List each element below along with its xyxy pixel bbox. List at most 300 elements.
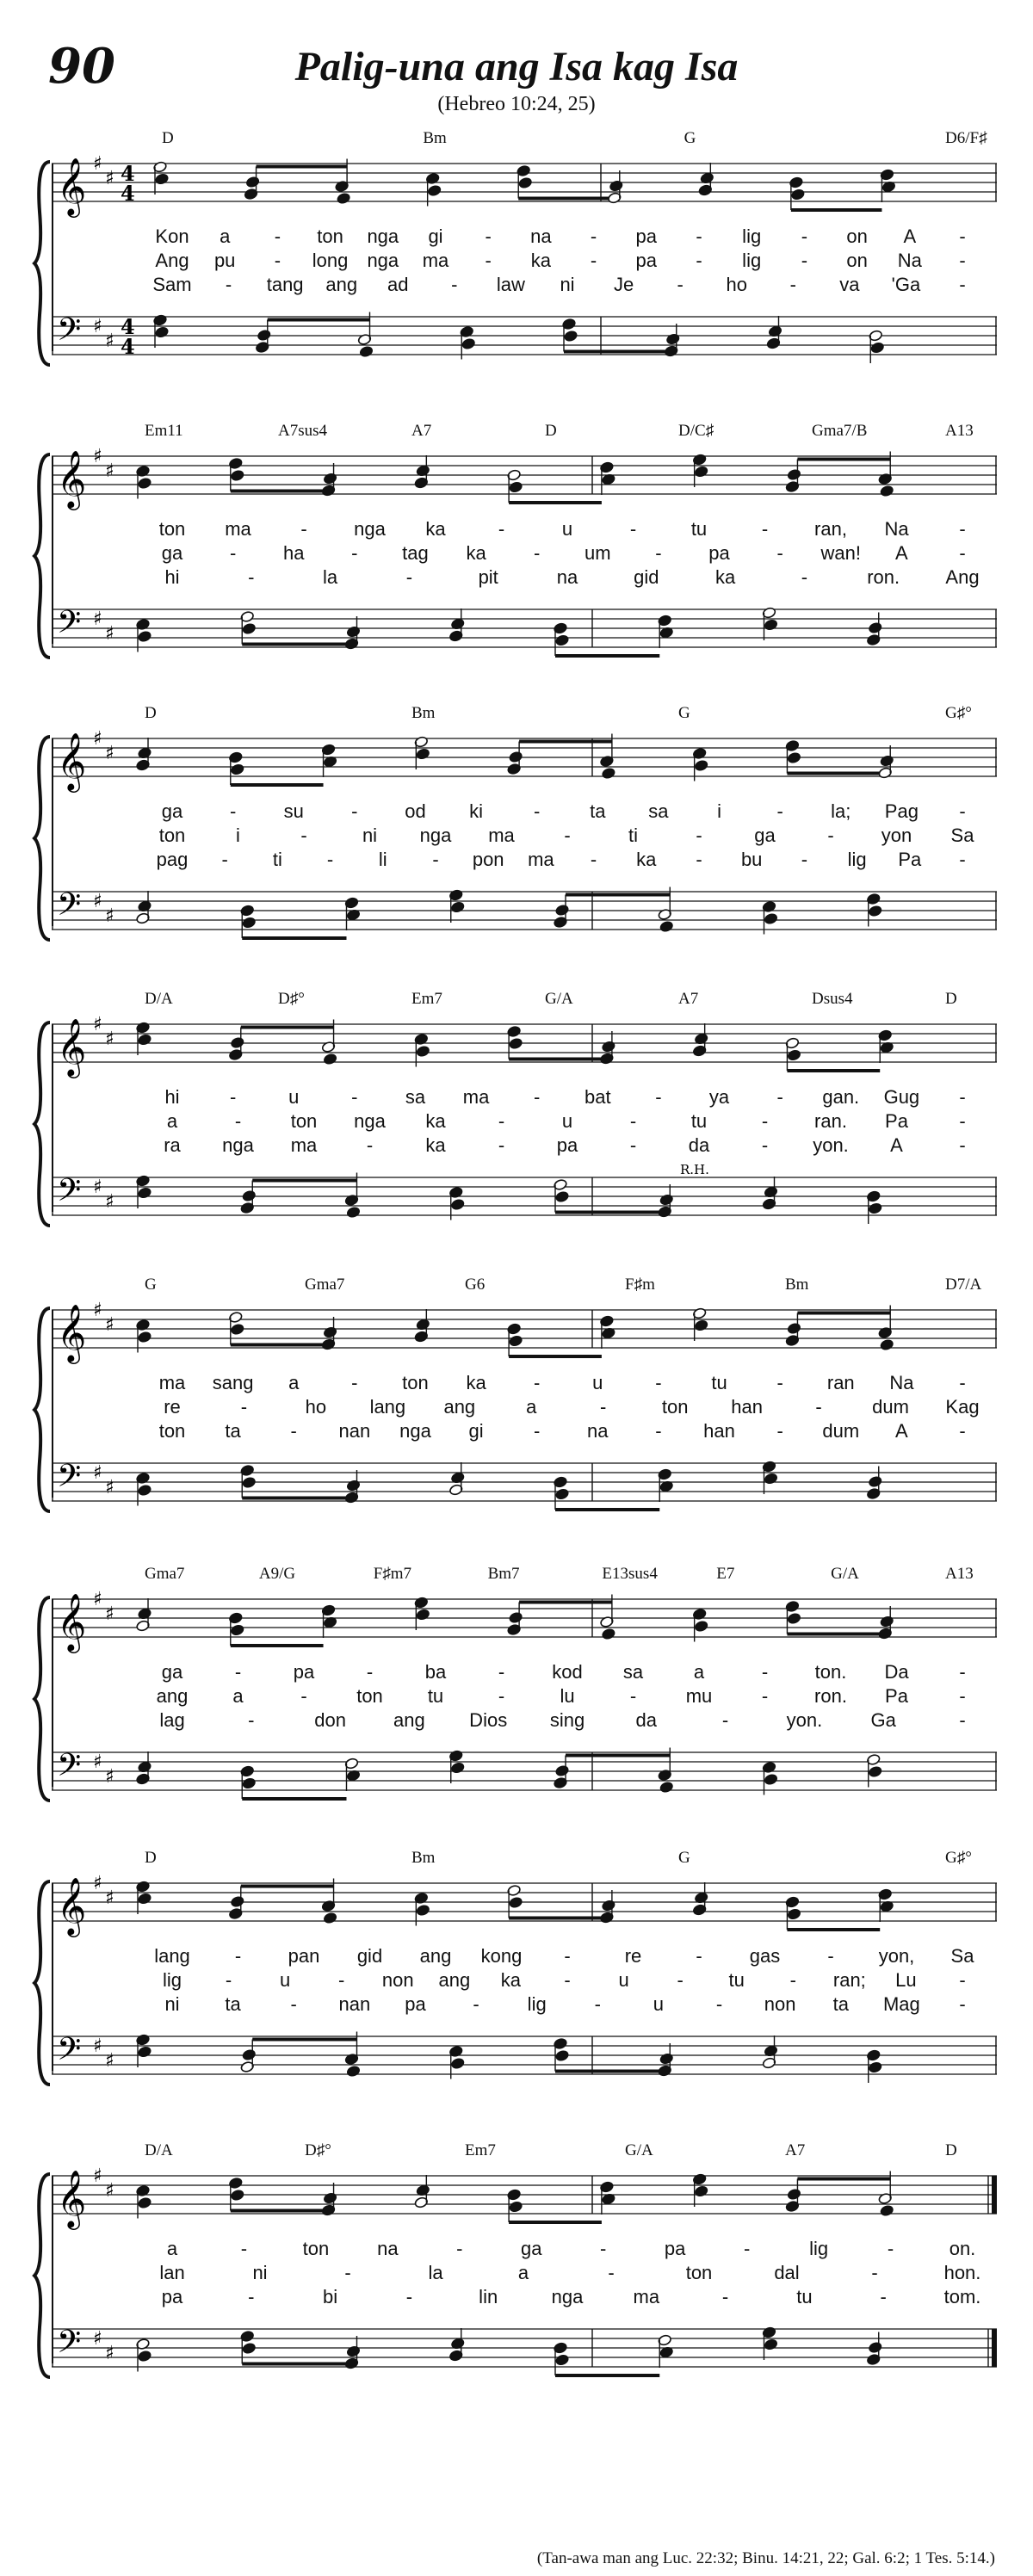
note-head (346, 1206, 361, 1218)
lyric-syllable: sing (549, 1709, 585, 1731)
lyric-syllable: Ang (945, 566, 980, 588)
lyric-syllable: ron. (814, 1685, 847, 1707)
sharp-icon: ♯ (105, 1029, 114, 1050)
lyric-syllable: i (236, 825, 240, 846)
lyric-syllable: a (220, 225, 231, 247)
note-head (346, 2345, 361, 2357)
time-signature: 4 (121, 161, 135, 186)
footnote-references: (Tan-awa man ang Luc. 22:32; Binu. 14:21, 22; Gal. 6:2; 1 Tes. 5:14.) (536, 2549, 995, 2567)
lyric-syllable: Na (884, 518, 909, 540)
chord-symbol: D6/F♯ (945, 129, 987, 147)
note-head (257, 329, 271, 341)
lyric-syllable: lu (560, 1685, 575, 1707)
chord-symbol: E13sus4 (602, 1565, 658, 1583)
lyric-syllable: ka (466, 1372, 486, 1393)
chord-symbol: Bm (785, 1276, 809, 1294)
syllable-hyphen: - (959, 1372, 966, 1393)
syllable-hyphen: - (655, 542, 662, 564)
system-line (52, 1024, 53, 1212)
chord-symbol: A7sus4 (278, 422, 328, 440)
note-head (694, 1319, 708, 1331)
note-head (230, 469, 244, 481)
note-head (764, 2338, 778, 2351)
note-head (555, 1764, 570, 1776)
sharp-icon: ♯ (105, 743, 114, 764)
lyric-syllable: a (166, 2238, 178, 2259)
chord-symbol: Bm (411, 1849, 436, 1867)
syllable-hyphen: - (696, 250, 702, 271)
note-head (787, 1322, 801, 1334)
note-head (450, 901, 465, 913)
lyric-syllable: Dios (469, 1709, 508, 1731)
system-line (52, 2176, 53, 2363)
lyric-syllable: ton (661, 1396, 689, 1418)
treble-clef-icon: 𝄞 (57, 157, 87, 215)
lyric-line-verse-1 (52, 518, 997, 541)
chord-symbol: Em7 (411, 990, 442, 1008)
lyric-syllable: re (164, 1396, 181, 1418)
lyric-syllable: tu (728, 1969, 745, 1991)
lyric-line-verse-1 (52, 1661, 997, 1683)
chord-symbol: G♯° (945, 1849, 972, 1867)
hymn-number: 90 (48, 38, 115, 95)
lyric-syllable: non (764, 1993, 796, 2015)
note-head (555, 1488, 570, 1500)
sharp-icon: ♯ (93, 891, 102, 912)
syllable-hyphen: - (776, 1372, 783, 1393)
syllable-hyphen: - (498, 1661, 505, 1683)
note-head (880, 755, 894, 767)
syllable-hyphen: - (225, 274, 232, 295)
lyric-syllable: Da (884, 1661, 909, 1683)
note-head (880, 2204, 894, 2216)
note-head (868, 2341, 882, 2353)
lyric-syllable: ang (419, 1945, 452, 1967)
note-head (880, 485, 894, 497)
sharp-icon: ♯ (93, 1462, 102, 1484)
lyric-syllable: u (280, 1969, 291, 1991)
sharp-icon: ♯ (105, 1766, 114, 1788)
syllable-hyphen: - (248, 1709, 255, 1731)
lyric-syllable: Pa (885, 1110, 908, 1132)
lyric-syllable: ton. (814, 1661, 847, 1683)
lyric-syllable: nan (338, 1993, 371, 2015)
lyric-line-verse-3 (52, 849, 997, 871)
lyric-syllable: hon. (943, 2262, 981, 2283)
syllable-hyphen: - (534, 1086, 541, 1108)
syllable-hyphen: - (485, 225, 492, 247)
note-head (138, 1187, 152, 1199)
note-head (555, 2354, 570, 2366)
note-head (242, 1476, 257, 1488)
syllable-hyphen: - (498, 518, 505, 540)
bass-clef-icon: 𝄢 (57, 2324, 82, 2368)
bass-clef-icon: 𝄢 (57, 604, 82, 648)
chord-symbol: D (162, 129, 174, 147)
syllable-hyphen: - (300, 825, 307, 846)
syllable-hyphen: - (655, 1372, 662, 1393)
chord-symbol: Bm (423, 129, 447, 147)
lyric-syllable: u (592, 1372, 603, 1393)
lyric-syllable: ma (633, 2286, 660, 2307)
lyric-line-verse-2 (52, 1110, 997, 1133)
lyric-syllable: pon (472, 849, 504, 870)
lyric-syllable: tu (427, 1685, 444, 1707)
lyric-syllable: gi (468, 1420, 484, 1442)
lyric-syllable: Sa (950, 825, 974, 846)
syllable-hyphen: - (761, 1110, 769, 1132)
chord-symbol: A7 (411, 422, 432, 440)
lyric-syllable: u (561, 518, 573, 540)
lyric-syllable: nga (354, 518, 386, 540)
sharp-icon: ♯ (105, 2180, 114, 2202)
syllable-hyphen: - (485, 250, 492, 271)
music-system (52, 129, 997, 405)
system-brace-icon (33, 735, 53, 942)
note-head (764, 912, 778, 924)
treble-staff (52, 446, 997, 508)
chord-symbol: D (945, 2141, 957, 2159)
lyric-syllable: tom. (943, 2286, 981, 2307)
syllable-hyphen: - (338, 1969, 345, 1991)
lyric-syllable: ha (282, 542, 305, 564)
lyric-syllable: ran (826, 1372, 855, 1393)
treble-staff (52, 1014, 997, 1076)
lyric-syllable: sang (212, 1372, 254, 1393)
chord-symbol: A7 (678, 990, 699, 1008)
note-head (323, 1326, 337, 1338)
syllable-hyphen: - (887, 2238, 894, 2259)
note-head (323, 473, 337, 485)
lyric-syllable: pa (405, 1993, 426, 2015)
lyric-syllable: la (428, 2262, 443, 2283)
lyric-syllable: ton (317, 225, 343, 247)
note-head (868, 621, 882, 633)
note-head (764, 619, 778, 631)
lyric-syllable: Kon (155, 225, 189, 247)
syllable-hyphen: - (789, 1969, 796, 1991)
note-head (230, 1895, 244, 1907)
syllable-hyphen: - (498, 1134, 505, 1156)
lyric-syllable: yon, (878, 1945, 915, 1967)
bass-staff (52, 604, 997, 646)
note-head (230, 763, 244, 775)
sharp-icon: ♯ (93, 728, 102, 750)
chord-symbol: G♯° (945, 704, 972, 722)
syllable-hyphen: - (801, 250, 808, 271)
lyric-syllable: yon (881, 825, 912, 846)
syllable-hyphen: - (655, 1420, 662, 1442)
bass-staff (52, 2031, 997, 2073)
note-head (242, 622, 257, 634)
system-line (52, 738, 53, 926)
system-brace-icon (33, 1880, 53, 2086)
sharp-icon: ♯ (105, 460, 114, 482)
note-head (787, 2188, 801, 2200)
note-head (230, 1624, 244, 1636)
lyric-syllable: ang (438, 1969, 471, 1991)
sharp-icon: ♯ (93, 1014, 102, 1035)
lyric-syllable: ho (726, 274, 747, 295)
time-signature: 4 (121, 334, 135, 359)
syllable-hyphen: - (629, 518, 637, 540)
lyric-line-verse-1 (52, 1372, 997, 1394)
lyric-syllable: yon. (813, 1134, 849, 1156)
lyric-line-verse-3 (52, 2286, 997, 2308)
lyric-syllable: ton (402, 1372, 429, 1393)
syllable-hyphen: - (761, 1661, 769, 1683)
note-head (555, 1190, 570, 1202)
lyric-line-verse-2 (52, 542, 997, 565)
sharp-icon: ♯ (105, 1887, 114, 1909)
lyric-syllable: u (618, 1969, 629, 1991)
syllable-hyphen: - (696, 825, 702, 846)
note-head (602, 767, 616, 779)
music-system (52, 1565, 997, 1840)
bass-clef-icon: 𝄢 (57, 1172, 82, 1216)
chord-symbol: D (145, 704, 157, 722)
syllable-hyphen: - (959, 1685, 966, 1707)
lyric-line-verse-3 (52, 1993, 997, 2016)
syllable-hyphen: - (366, 1661, 374, 1683)
syllable-hyphen: - (629, 1134, 637, 1156)
syllable-hyphen: - (534, 1420, 541, 1442)
lyric-syllable: ma (225, 518, 251, 540)
lyric-syllable: ad (387, 274, 409, 295)
syllable-hyphen: - (761, 1685, 769, 1707)
lyric-syllable: nga (419, 825, 452, 846)
lyric-syllable: Sa (950, 1945, 974, 1967)
lyric-syllable: ma (528, 849, 554, 870)
syllable-hyphen: - (629, 1110, 637, 1132)
bass-clef-icon: 𝄢 (57, 886, 82, 930)
chord-symbol: D7/A (945, 1276, 982, 1294)
lyric-line-verse-2 (52, 250, 997, 272)
syllable-hyphen: - (827, 825, 834, 846)
lyric-syllable: ka (636, 849, 657, 870)
syllable-hyphen: - (590, 225, 597, 247)
lyric-syllable: Gug (883, 1086, 920, 1108)
lyric-syllable: ma (158, 1372, 186, 1393)
sharp-icon: ♯ (93, 2328, 102, 2350)
chord-symbol: G (145, 1276, 157, 1294)
lyric-syllable: lag (159, 1709, 185, 1731)
system-brace-icon (33, 453, 53, 659)
note-head (155, 173, 170, 185)
sharp-icon: ♯ (93, 153, 102, 175)
syllable-hyphen: - (405, 566, 413, 588)
syllable-hyphen: - (229, 1086, 237, 1108)
right-hand-marking: R.H. (680, 1162, 709, 1177)
sharp-icon: ♯ (105, 168, 114, 189)
note-head (138, 2350, 152, 2362)
lyric-syllable: ra (164, 1134, 181, 1156)
lyric-syllable: ni (560, 274, 575, 295)
syllable-hyphen: - (959, 542, 966, 564)
note-head (787, 1908, 801, 1920)
syllable-hyphen: - (721, 1709, 729, 1731)
sharp-icon: ♯ (93, 608, 102, 630)
chord-symbol: Gma7/B (812, 422, 868, 440)
lyric-syllable: ang (156, 1685, 189, 1707)
note-head (509, 751, 523, 763)
syllable-hyphen: - (959, 518, 966, 540)
lyric-syllable: nga (367, 250, 399, 271)
note-head (138, 1034, 152, 1046)
note-head (868, 905, 882, 917)
note-head (461, 337, 476, 349)
chord-symbol: G (678, 704, 690, 722)
lyric-syllable: pa (635, 250, 658, 271)
chord-symbol: D (545, 422, 557, 440)
sharp-icon: ♯ (93, 316, 102, 337)
syllable-hyphen: - (959, 225, 966, 247)
lyric-syllable: pa (635, 225, 658, 247)
note-head (509, 1896, 523, 1908)
lyric-syllable: da (688, 1134, 710, 1156)
lyric-syllable: A (895, 1420, 908, 1442)
bass-staff (52, 886, 997, 928)
note-head (346, 2065, 361, 2077)
lyric-syllable: a (526, 1396, 537, 1418)
lyric-syllable: bu (740, 849, 763, 870)
note-head (138, 477, 152, 489)
syllable-hyphen: - (274, 225, 281, 247)
note-head (359, 345, 374, 357)
note-head (242, 1777, 257, 1789)
syllable-hyphen: - (351, 1086, 358, 1108)
lyric-syllable: wan! (820, 542, 862, 564)
system-brace-icon (33, 1021, 53, 1227)
system-brace-icon (33, 1307, 53, 1513)
syllable-hyphen: - (959, 1969, 966, 1991)
note-head (509, 1611, 523, 1623)
chord-symbol: D♯° (278, 990, 305, 1008)
lyric-syllable: pu (213, 250, 236, 271)
lyric-syllable: hi (164, 1086, 180, 1108)
sharp-icon: ♯ (105, 330, 114, 352)
lyric-line-verse-1 (52, 225, 997, 248)
chord-symbol: A9/G (258, 1565, 296, 1583)
lyric-syllable: A (903, 225, 917, 247)
note-head (555, 904, 570, 916)
syllable-hyphen: - (564, 1945, 571, 1967)
time-signature: 4 (121, 181, 135, 206)
syllable-hyphen: - (801, 566, 808, 588)
syllable-hyphen: - (715, 1993, 723, 2015)
treble-staff (52, 2165, 997, 2227)
note-head (416, 748, 430, 760)
note-head (764, 1773, 778, 1785)
system-brace-icon (33, 160, 53, 367)
lyric-syllable: a (232, 1685, 244, 1707)
syllable-hyphen: - (696, 849, 702, 870)
lyric-line-verse-1 (52, 800, 997, 823)
chord-symbol: D♯° (305, 2141, 331, 2159)
note-head (868, 1202, 882, 1214)
syllable-hyphen: - (564, 825, 571, 846)
lyric-syllable: lang (154, 1945, 190, 1967)
music-system (52, 422, 997, 697)
lyric-syllable: lin (479, 2286, 498, 2307)
lyric-syllable: gid (356, 1945, 383, 1967)
bass-staff (52, 312, 997, 359)
syllable-hyphen: - (815, 1396, 822, 1418)
lyric-syllable: gas (749, 1945, 781, 1967)
chord-symbol: F♯m (625, 1276, 655, 1294)
note-head (868, 2061, 882, 2073)
music-system (52, 1849, 997, 2124)
lyric-syllable: ta (225, 1993, 241, 2015)
lyric-syllable: u (653, 1993, 665, 2015)
chord-symbol: Bm (411, 704, 436, 722)
lyric-syllable: ni (362, 825, 378, 846)
lyric-syllable: na (530, 225, 552, 247)
note-head (609, 180, 623, 192)
lyric-syllable: ga (161, 800, 183, 822)
syllable-hyphen: - (696, 225, 702, 247)
lyric-syllable: li (378, 849, 387, 870)
treble-clef-icon: 𝄞 (57, 732, 87, 790)
note-head (787, 468, 801, 480)
syllable-hyphen: - (351, 1372, 358, 1393)
note-head (870, 342, 885, 354)
lyric-syllable: 'Ga (891, 274, 921, 295)
note-head (245, 176, 260, 188)
lyric-syllable: bi (323, 2286, 338, 2307)
syllable-hyphen: - (225, 1969, 232, 1991)
chord-symbol: G/A (831, 1565, 859, 1583)
lyric-syllable: ka (425, 1134, 446, 1156)
lyric-syllable: hi (164, 566, 180, 588)
syllable-hyphen: - (776, 1086, 783, 1108)
lyric-syllable: Ga (870, 1709, 896, 1731)
syllable-hyphen: - (959, 1993, 966, 2015)
syllable-hyphen: - (534, 800, 541, 822)
lyric-line-verse-1 (52, 2238, 997, 2260)
chord-symbol: G (678, 1849, 690, 1867)
lyric-syllable: na (587, 1420, 609, 1442)
lyric-syllable: ran. (814, 1110, 847, 1132)
note-head (346, 1480, 361, 1492)
note-head (555, 634, 570, 646)
note-head (450, 1762, 465, 1774)
note-head (518, 176, 533, 188)
lyric-syllable: dum (822, 1420, 860, 1442)
note-head (787, 751, 801, 763)
lyric-syllable: ga (161, 1661, 183, 1683)
note-head (346, 626, 361, 638)
syllable-hyphen: - (696, 1945, 702, 1967)
syllable-hyphen: - (959, 1420, 966, 1442)
lyric-syllable: da (635, 1709, 658, 1731)
lyric-line-verse-1 (52, 1086, 997, 1109)
sharp-icon: ♯ (93, 2035, 102, 2057)
lyric-syllable: ton (356, 1685, 383, 1707)
syllable-hyphen: - (564, 1969, 571, 1991)
syllable-hyphen: - (959, 274, 966, 295)
chord-symbol: A13 (945, 422, 974, 440)
lyric-syllable: ho (305, 1396, 327, 1418)
treble-clef-icon: 𝄞 (57, 1017, 87, 1076)
lyric-syllable: ma (422, 250, 449, 271)
syllable-hyphen: - (721, 2286, 729, 2307)
note-head (323, 1053, 337, 1065)
sharp-icon: ♯ (105, 1191, 114, 1213)
chord-symbol: Em7 (465, 2141, 496, 2159)
lyric-line-verse-3 (52, 1134, 997, 1157)
lyric-syllable: ma (462, 1086, 490, 1108)
